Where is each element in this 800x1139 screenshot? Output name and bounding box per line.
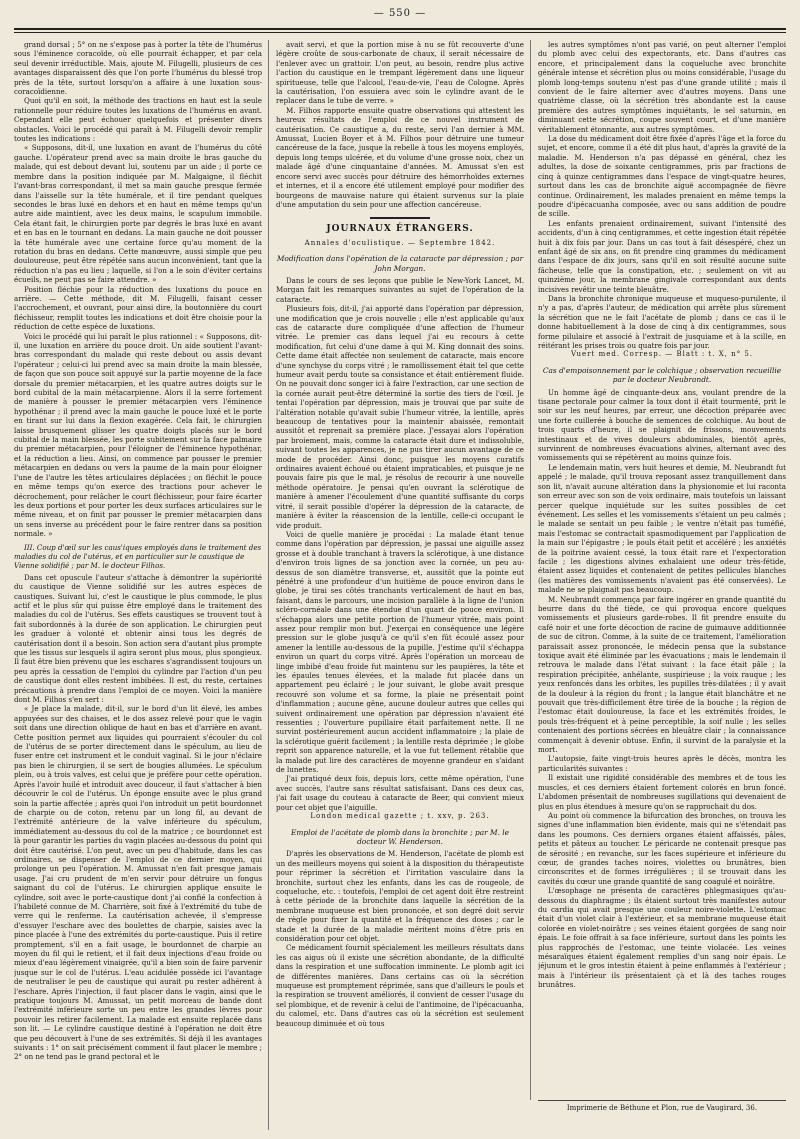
article-title: Emploi de l'acétate de plomb dans la bronchite ; par M. le docteur W. Henderson.: [290, 827, 510, 846]
paragraph: Position fléchie pour la réduction des luxations du pouce en arrière. — Cette méthode, dit M. Filugelli, faisant cesser l'accrochement, et ouvrant, pour ainsi dire, la boutonnière du court fléchisseur, remplit toutes les indications et doit être choisie pour la réduction de cette espèce de luxations.: [14, 284, 262, 332]
paragraph: Ce médicament fournit spécialement les meilleurs résultats dans les cas aigus où il existe une sécrétion abondante, de la difficulté dans la respiration et une suffocation imminente. Le plomb agit ici de différentes manières. Dans certains cas où la sécrétion muqueuse est promptement réprimée, sans que d'ailleurs le pouls et la respiration se trouvent améliorés, il convient de cesser l'usage du sel plombique, et de revenir à celui de l'antimoine, de l'ipécacuanha, du calomel, etc. Dans d'autres cas où la sécrétion est seulement beaucoup diminuée et où tous: [276, 943, 524, 1028]
paragraph: Au point où commence la bifurcation des bronches, on trouva les signes d'une inflammation bien évidente, mais qui ne s'étendait pas dans les poumons. Ces derniers organes étaient affaissés, pâles, petits et pâteux au toucher. Le péricarde ne contenait presque pas de sérosité ; en revanche, sur les faces supérieure et inférieure du cœur, de grandes taches noires, violettes ou brunâtres, bien circonscrites et de formes irrégulières ; il se trouvait dans les cavités du cœur une grande quantité de sang coagulé et noirâtre.: [538, 810, 786, 886]
paragraph: Plusieurs fois, dit-il, j'ai apporté dans l'opération par dépression, une modification que je crois nouvelle ; elle n'est applicable qu'aux cas de cataracte dure compliquée d'une affection de l'humeur vitrée. Le premier cas dans lequel j'ai eu recours à cette modification, fut celui d'une dame à qui M. King donnait des soins. Cette dame était affectée non seulement de cataracte, mais encore d'une synchyse du corps vitré ; le ramollissement était tel que cette humeur avait perdu toute sa consistance et était entièrement fluide. On ne pouvait donc songer ici à faire l'extraction, car une section de la cornée aurait peut-être déterminé la sortie des tiers de l'œil. Je tentai l'opération par dépression, mais je trouvai que par suite de l'altération notable qu'avait subie l'humeur vitrée, la lentille, après beaucoup de tentatives pour la maintenir abaissée, remontait aussitôt et reprenait sa première place. J'essayai alors l'opération par broiement, mais, comme la cataracte était dure et indissoluble, suivant toutes les apparences, je ne pus tirer aucun avantage de ce mode de procéder. Ainsi donc, puisque les moyens curatifs ordinaires avaient échoué ou étaient impraticables, et puisque je ne pouvais faire pis que le mal, je résolus de recourir à une nouvelle méthode opératoire. Je pensai qu'en ouvrant la sclérotique de manière à amener l'écoulement d'une quantité suffisante du corps vitré, il serait possible d'opérer la dépression de la cataracte, de manière à éviter la réascension de la lentille, celle-ci occupant le vide produit.: [276, 304, 524, 530]
source-citation: London medical gazette ; t. xxv, p. 263.: [310, 812, 490, 821]
paragraph: « Supposons, dit-il, une luxation en avant de l'humérus du côté gauche. L'opérateur prend avec sa main droite le bras gauche du malade, qui est debout devant lui, soutenu par un aide ; il porte ce membre dans la position indiquée par M. Malgaigne, il fléchit l'avant-bras correspondant, il met sa main gauche presque fermée dans l'aisselle sur la tête humérale, et il tire pendant quelques secondes le bras luxé en dehors et en haut en même temps qu'un autre aide maintient, avec les deux mains, le scapulum immobile. Cela étant fait, le chirurgien porte par degrés le bras luxé en avant et en bas en le tournant en dedans. La main gauche ne doit pousser la tête humérale avec une certaine force qu'au moment de la rotation du bras en dedans. Cette manœuvre, aussi simple que peu douloureuse, peut être répétée sans aucun inconvénient, tant que la réduction n'a pas eu lieu ; laquelle, si l'on a le soin d'éviter certains écueils, ne peut pas se faire attendre. »: [14, 143, 262, 285]
column-right: [538, 40, 786, 1100]
column-left: [14, 40, 262, 1130]
source-citation: Vuert med. Corresp. — Blatt : t. X, n° 5.: [570, 350, 754, 359]
article-title: Modification dans l'opération de la cataracte par dépression ; par John Morgan.: [276, 254, 524, 273]
paragraph: M. Filhos rapporte ensuite quatre observations qui attestent les heureux résultats de l'emploi de ce nouvel instrument de cautérisation. Ce caustique a, du reste, servi l'an dernier à MM. Amussat, Lucien Boyer et à M. Filhos pour détruire une tumeur cancéreuse de la face, jusque la rebelle à tous les moyens employés, depuis long temps ulcérée, et du volume d'une grosse noix, chez un malade âgé d'une cinquantaine d'années. M. Amussat s'en est encore servi avec succès pour détruire des hémorrhoïdes externes et internes, et il a encore été utilement employé pour modifier des bourgeons de mauvaise nature qui étaient survenus sur la plaie d'une amputation du sein pour une affection cancéreuse.: [276, 105, 524, 209]
paragraph: avait servi, et que la portion mise à nu se fût recouverte d'une légère croûte de sous-carbonate de chaux, il serait nécessaire de l'enlever avec un grattoir. L'on peut, au besoin, rendre plus active l'action du caustique en le trempant légèrement dans une liqueur spiritueuse, telle que l'alcool, l'eau-de-vie, l'eau de Cologne. Après la cautérisation, l'on essuiera avec soin le cylindre avant de le replacer dans le tube de verre. »: [276, 40, 524, 106]
paragraph: Dans cet opuscule l'auteur s'attache à démontrer la supériorité du caustique de Vienne solidifié sur les autres espèces de caustiques. Suivant lui, c'est le caustique le plus commode, le plus actif et le plus sûr qui puisse être employé dans le traitement des maladies du col de l'utérus. Ses effets caustiques se trouvent tout à fait subordonnés à la durée de son application. Le chirurgien peut les graduer à volonté et obtenir ainsi tous les degrés de cautérisation dont il a besoin. Son action sera d'autant plus prompte que les tissus sur lesquels il agira seront plus mous, plus spongieux. Il faut être bien prévenu que les eschares s'agrandissent toujours un peu après la cessation de l'emploi du cylindre par l'action d'un peu de caustique dont elles restent imbibées. Il est, du reste, certaines précautions à prendre dans l'emploi de ce moyen. Voici la manière dont M. Filhos s'en sert :: [14, 572, 262, 705]
source-citation: Annales d'oculistique. — Septembre 1842.: [304, 238, 496, 247]
paragraph: D'après les observations de M. Henderson, l'acétate de plomb est un des meilleurs moyens qui soient à la disposition du thérapeutiste pour réprimer la sécrétion et l'irritation vasculaire dans la bronchite, surtout chez les enfants, dans les cas de rougeole, de coqueluche, etc. : toutefois, l'emploi de cet agent doit être restreint à cette période de la bronchite dans laquelle la sécrétion de la membrane muqueuse est bien prononcée, et son degré doit servir de règle pour fixer la quantité et la fréquence des doses ; car le stade et la durée de la maladie méritent moins d'être pris en considération pour cet objet.: [276, 849, 524, 943]
paragraph: Quoi qu'il en soit, la méthode des tractions en haut est la seule rationnelle pour réduire toutes les luxations de l'humérus en avant. Cependant elle peut échouer quelquefois et présenter divers obstacles. Voici le procédé qui paraît à M. Filugelli devoir remplir toutes les indications :: [14, 96, 262, 144]
paragraph: Dans la bronchite chronique muqueuse et muqueso-purulente, il n'y a pas, d'après l'auteur, de médication qui arrête plus sûrement la sécrétion que ne le fait l'acétate de plomb ; dans ce cas il le donne habituellement à la dose de cinq à dix centigrammes, sous forme pilulaire et associé à l'extrait de jusquiame et à la scille, en réitérant les prises trois ou quatre fois par jour.: [538, 293, 786, 350]
paragraph: grand dorsal ; 5° on ne s'expose pas à porter la tête de l'humérus sous l'éminence coracoïde, où elle pourrait échapper, et par cela seul devenir irréductible. Mais, ajoute M. Filugelli, plusieurs de ces avantages disparaissent dès que l'on porte l'humérus du blessé trop près de la tête, surtout lorsqu'on a affaire à une luxation sous-coracoïdienne.: [14, 40, 262, 97]
printer-imprint: Imprimerie de Béthune et Plon, rue de Vaugirard, 36.: [538, 1100, 786, 1112]
paragraph: Voici de quelle manière je procédai : La malade étant tenue comme dans l'opération par dépression, je passai une aiguille assez grosse et à double tranchant à travers la sclérotique, à une distance d'environ trois lignes de sa jonction avec la cornée, un peu au-dessus de son diamètre transverse, et, aussitôt que la pointe eut pénétré à une profondeur d'un huitième de pouce environ dans le globe, je tirai ses côtés tranchants verticalement de haut en bas, faisant, dans le parcours, une incision parallèle à la ligne de l'union scléro-cornéale dans une étendue d'un quart de pouce environ. Il s'échappa alors une petite portion de l'humeur vitrée, mais point assez pour remplir mon but. J'exerçai en conséquence une légère pression sur le globe jusqu'à ce qu'il s'en fût écoulé assez pour amener la lentille au-dessous de la pupille. J'estime qu'il s'échappa environ un quart du corps vitré. Après l'opération un morceau de linge imbibé d'eau froide fut maintenu sur les paupières, la tête et les épaules tenues élevées, et la malade fut placée dans un appartement peu éclairé ; le jour suivant, le globe avait presque recouvré son volume et sa forme, la plaie ne présentait point d'inflammation ; aucune gêne, aucune douleur autres que celles qui suivent ordinairement une opération par dépression n'avaient été ressenties ; l'ouverture pupillaire était parfaitement nette. Il ne survint postérieurement aucun accident inflammatoire ; la plaie de la sclérotique guérit facilement ; la lentille resta déprimée ; le globe reprit son apparence naturelle, et la vue fut tellement rétablie que la malade put lire des caractères de moyenne grandeur en s'aidant de lunettes.: [276, 529, 524, 775]
paragraph: L'autopsie, faite vingt-trois heures après le décès, montra les particularités suivantes :: [538, 754, 786, 773]
ornament-rule: [370, 217, 430, 219]
paragraph: les autres symptômes n'ont pas varié, on peut alterner l'emploi du plomb avec celui des expectorants, etc. Dans d'autres cas encore, et principalement dans la coqueluche avec bronchite générale intense et sécrétion plus ou moins considérable, l'usage du plomb long-temps soutenu n'est pas d'une grande utilité ; mais il convient de le faire alterner avec d'autres moyens. Dans une quatrième classe, où la sécrétion très abondante est la cause première des autres symptômes inquiétants, le sel saturnin, en diminuant cette sécrétion, coupe souvent court, et d'une manière véritablement étonnante, aux autres symptômes.: [538, 40, 786, 134]
column-divider: [530, 40, 531, 1100]
paragraph: M. Neubrandt commença par faire ingérer en grande quantité du beurre dans du thé tiède, ce qui provoqua encore quelques vomissements et plusieurs garde-robes. Il fit prendre ensuite du café noir et une forte décoction de racine de guimauve additionnée de suc de citron. Comme, à la suite de ce traitement, l'amélioration paraissait assez prononcée, le médecin pensa que la substance toxique avait été éliminée par les évacuations ; mais le lendemain il retrouva le malade dans l'état suivant : la face était pâle ; la respiration précipitée, anhélante, suspirieuse ; la voix rauque ; les yeux renfoncés dans les orbites, les pupilles très-dilatées ; il y avait de la douleur à la région du front ; la langue était blanchâtre et ne pouvait que très-difficilement être tirée de la bouche ; la région de l'estomac était douloureuse, la face et les extrémités froides, le pouls très-fréquent et à peine perceptible, la soif nulle ; les selles contenaient des portions sécrées en bleuâtre clair ; la connaissance commençait à devenir obtuse. Enfin, il survint de la paralysie et la mort.: [538, 594, 786, 755]
paragraph: Il existait une rigidité considérable des membres et de tous les muscles, et ces derniers étaient fortement colorés en brun foncé. L'abdomen présentait de nombreuses sugillations qui devenaient de plus en plus étendues à mesure qu'on se rapprochait du dos.: [538, 773, 786, 811]
section-heading: III. Coup d'œil sur les caus'iques employés dans le traitement des maladies du col de l'utérus, et en particulier sur le caustique de Vienne solidifié ; par M. le docteur Filhos.: [14, 542, 262, 571]
paragraph: Dans le cours de ses leçons que publie le New-York Lancet, M. Morgan fait les remarques suivantes au sujet de l'opération de la cataracte.: [276, 275, 524, 304]
column-middle: [276, 40, 524, 1130]
paragraph: J'ai pratiqué deux fois, depuis lors, cette même opération, l'une avec succès, l'autre sans résultat satisfaisant. Dans ces deux cas, j'ai fait usage du couteau à cataracte de Beer, qui convient mieux pour cet objet que l'aiguille.: [276, 774, 524, 812]
paragraph: Un homme âgé de cinquante-deux ans, voulant prendre de la tisane pectorale pour calmer la toux dont il était tourmenté, prit le soir sur les neuf heures, par erreur, une décoction préparée avec une forte cuillerée à bouche de semences de colchique. Au bout de trois quarts d'heure, il se plaignit de frissons, mouvements intestinaux et de vives douleurs abdominales, bientôt après, survinrent de nombreuses évacuations alvines, alternant avec des vomissements qui se répétèrent au moins quinze fois.: [538, 387, 786, 463]
section-title: JOURNAUX ÉTRANGERS.: [326, 224, 474, 235]
article-title: Cas d'empoisonnement par le colchique ; observation recueillie par le docteur Neubrandt.: [542, 365, 782, 385]
paragraph: Voici le procédé qui lui paraît le plus rationnel : « Supposons, dit-il, une luxation en arrière du pouce droit. Un aide soutient l'avant-bras correspondant du malade qui reste debout ou assis devant l'opérateur ; celui-ci lui prend avec sa main droite la main blessée, de façon que son pouce soit appuyé sur la partie moyenne de la face dorsale du premier métacarpien, et les quatre autres doigts sur le bord cubital de la main métacarpienne. Alors il la serre fortement de manière à pousser le premier métacarpien vers l'éminence hypothénar ; il prend avec la main gauche le pouce luxé et le porte en tirant sur lui dans la flexion exagérée. Cela fait, le chirurgien laisse brusquement glisser les quatre doigts placés sur le bord cubital de la main blessée, les porte subitement sur la face palmaire du premier métacarpien, pour l'éloigner de l'éminence hypothénar, et la réduction a lieu. Ainsi, on commence par pousser le premier métacarpien en dedans ou vers la paume de la main pour éloigner l'une de l'autre les têtes articulaires déplacées ; on fléchit le pouce en même temps qu'on exerce des tractions pour achever le décrochement, pour relâcher le court fléchisseur, pour faire écarter les deux portions et pour porter les deux surfaces articulaires sur le même niveau, et on finit par pousser le premier métacarpien dans un sens inverse au précédent pour le faire rentrer dans sa position normale. »: [14, 331, 262, 539]
paragraph: La dose du médicament doit être fixée d'après l'âge et la force du sujet, et encore, comme il a été dit plus haut, d'après la gravité de la maladie. M. Henderson n'a pas dépassé en général, chez les adultes, la dose de soixante centigrammes, pris par fractions de cinq à quinze centigrammes dans l'espace de vingt-quatre heures, surtout dans les cas de bronchite aiguë accompagnée de fièvre continue. Ordinairement, les malades prenaient en même temps la poudre d'ipécacuanha composée, avec ou sans addition de poudre de scille.: [538, 134, 786, 219]
paragraph: Le lendemain matin, vers huit heures et demie, M. Neubrandt fut appelé ; le malade, qu'il trouva reposant assez tranquillement dans son lit, n'avait aucune altération dans la physionomie et lui raconta son erreur avec son son de voix ordinaire, mais toutefois un laissant percer quelque inquiétude sur les suites possibles de cet événement. Les selles et les vomissements s'étaient un peu calmés ; le malade se sentait un peu faible ; le ventre n'était pas tuméfié, mais l'estomac se contractait spasmodiquement par l'application de la main sur l'épigastre ; le pouls était petit et accéléré ; les anxiétés de la poitrine avaient cessé, la toux était rare et l'expectoration facile ; les digestions alvines exhalaient une odeur très-fétide, étaient assez liquides et contenaient de petites pellicules blanches (les matières des vomissements n'avaient pas été conservées). Le malade ne se plaignait pas beaucoup.: [538, 462, 786, 595]
header-rule-thin: [14, 32, 786, 33]
header-rule: [14, 28, 786, 30]
paragraph: L'œsophage ne présenta de caractères phlegmasiques qu'au-dessous du diaphragme ; ils étaient surtout très manifestes autour du cardia qui avait presque une couleur noire-violette. L'estomac était d'un violet clair à l'extérieur, et sa membrane muqueuse était colorée en violet-noirâtre ; ses veines étaient gorgées de sang noir épais. Le foie offrait à sa face inférieure, surtout dans les points les plus rapprochés de l'estomac, une teinte violacée. Les veines mésaraïques étaient également remplies d'un sang noir épais. Le jéjunum et le gros intestin étaient à peine enflammés à l'extérieur ; mais à l'intérieur ils présentaient çà et là des taches rouges brunâtres.: [538, 886, 786, 990]
page-number: — 550 —: [373, 8, 427, 19]
paragraph: « Je place la malade, dit-il, sur le bord d'un lit élevé, les ambes appuyées sur des chaises, et le dos assez relevé pour que le vagin soit dans une direction oblique de haut en bas et d'arrière en avant. Cette position permet aux liquides qui pourraient s'écouler du col de l'utérus de se porter directement dans le spéculum, au lieu de fuser entre cet instrument et le conduit vaginal. Si le jour n'éclaire pas bien le chirurgien, il se sert de bougies allumées. Le spéculum plein, ou à trois valves, est celui que je préfère pour cette opération. Après l'avoir huilé et introduit avec douceur, il faut s'attacher à bien découvrir le col de l'utérus. Un éponge ensuite avec le plus grand soin la partie affectée ; après quoi l'on introduit un petit bourdonnet de charpie ou de coton, retenu par un long fil, au devant de l'extrémité antérieure de la valve inférieure du spéculum, immédiatement au-dessous du col de la matrice ; ce bourdonnet est là pour garantir les parties du vagin placées au-dessous du point qui doit être cautérisé. L'on peut, avec un peu d'habitude, dans les cas ordinaires, se dispenser de l'emploi de ce dernier moyen, qui prolonge un peu l'opération. M. Amussat n'en fait presque jamais usage. J'ai cru prudent de m'en servir pour détruire un fongus saignant du col de l'utérus. Le chirurgien applique ensuite le cylindre, soit avec le porte-caustique dont j'ai confié la confection à l'habileté connue de M. Charrière, soit fixé à l'extrémité du tube de verre qui le renferme. La cautérisation achevée, il s'empresse d'essuyer l'eschare avec des boulettes de charpie, saisies avec la pince placée à l'une des extrémités du porte-caustique. Puis il retire promptement, s'il en a fait usage, le bourdonnet de charpie au moyen du fil qui le retient, et il fait deux injections d'eau froide ou mieux d'eau légèrement vinaigrée, qu'il a bien soin de faire parvenir jusque sur le col de l'utérus. L'eau acidulée possède ici l'avantage de neutraliser le peu de caustique qui aurait pu rester adhérent à l'eschare. Après l'injection, il faut placer dans le vagin, ainsi que le pratique toujours M. Amussat, un petit morceau de bande dont l'extrémité inférieure sorte un peu entre les grandes lèvres pour pouvoir les retirer facilement. La malade est ensuite replacée dans son lit. — Le cylindre caustique destiné à l'opération ne doit être que peu découvert à l'une de ses extrémités. Si déjà il les avantages suivants : 1° on sait précisément comment il faut placer le membre ; 2° on ne tend pas le grand pectoral et le: [14, 704, 262, 1062]
column-divider: [268, 40, 269, 1130]
paragraph: Les enfants prenaient ordinairement, suivant l'intensité des accidents, d'un à cinq centigrammes, et cette ingestion était répétée huit à dix fois par jour. Dans un cas tout à fait désespéré, chez un enfant âgé de six ans, on fit prendre cinq grammes du médicament dans l'espace de dix jours, sans qu'il en soit résulté aucune suite fâcheuse, telle que la constipation, etc. ; seulement on vit au quinzième jour, la membrane gingivale correspondant aux dents incisives revêtir une teinte bleuâtre.: [538, 218, 786, 294]
